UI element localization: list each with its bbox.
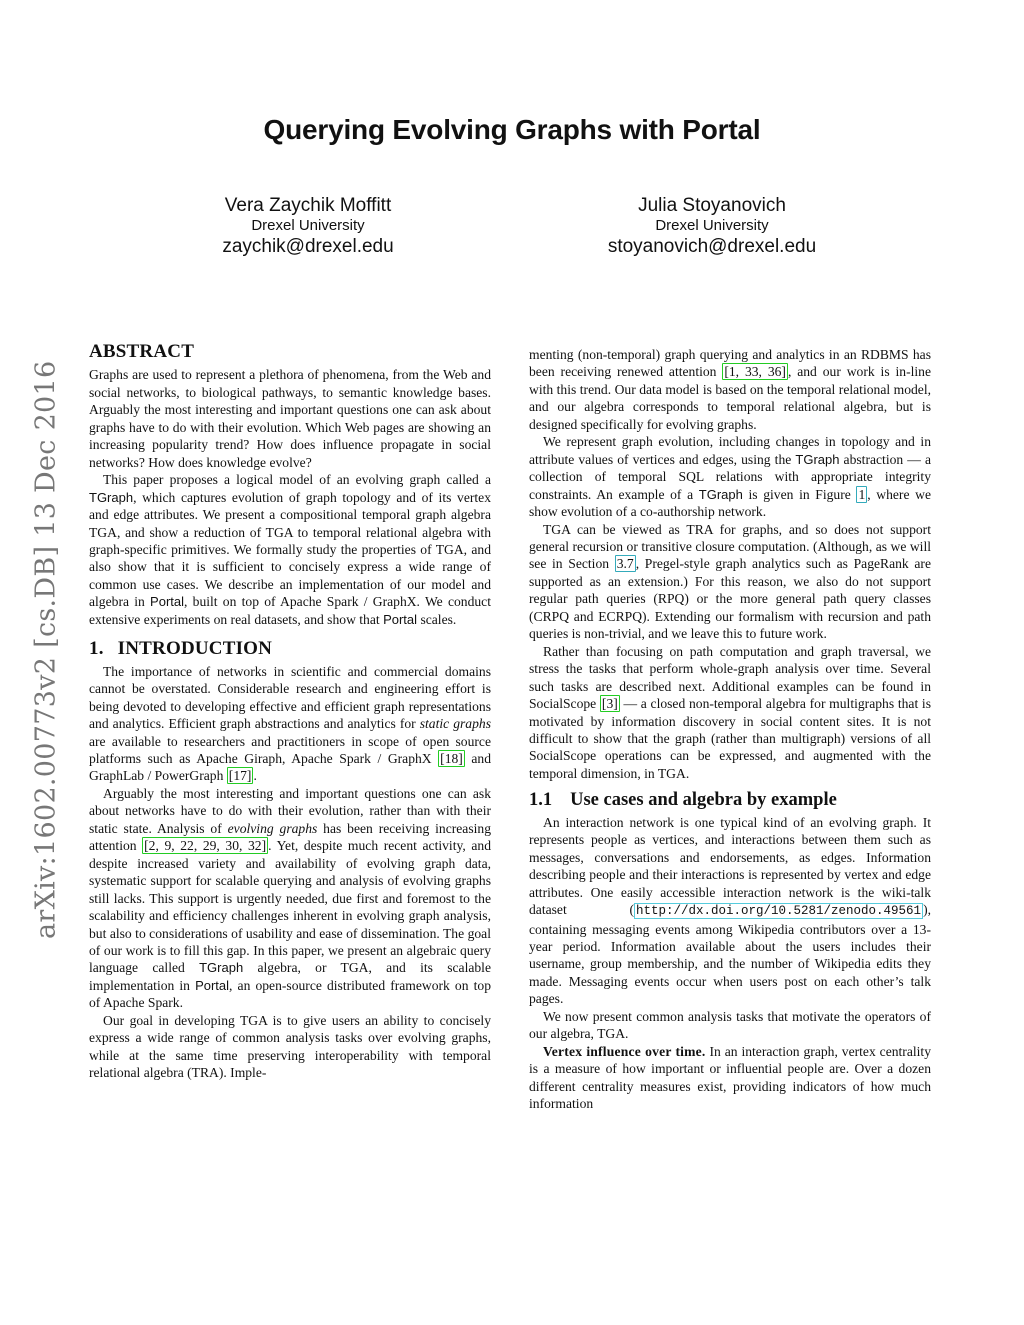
text: algebra, or TGA, and its scalable implementation in [89,960,491,993]
tgraph-term: TGraph [199,960,244,976]
right-paragraph-5 [529,814,931,1008]
intro-paragraph-1 [89,663,491,785]
citation-link[interactable]: [2, 9, 22, 29, 30, 32] [144,838,267,854]
text: ), containing messaging events among Wikipedia contributors over a 13-year period. Information available about the users includes their username, group membership, and the number of Wikipedia edits they made. Messaging events occur when users post on each other’s talk pages. [529,902,931,1007]
right-paragraph-6: We now present common analysis tasks that motivate the operators of our algebra, TGA. [529,1008,931,1042]
emphasis: evolving graphs [227,820,318,836]
citation-link[interactable]: [3] [601,696,618,712]
left-column [89,343,491,1082]
section-title: INTRODUCTION [117,638,273,660]
text: , and our work is in-line with this trend. Our data model is based on the temporal relational model, and our algebra corresponds to temporal relational algebra, but is designed specifically for evolving graphs. [529,364,931,432]
text: . Yet, despite much recent activity, and despite increased variety and availability of evolving graph data, systematic support for scalable querying and analysis of evolving graphs still lacks. This support is urgently needed, due first and foremost to the scalability and efficiency challenges inherent in evolving graph analysis, but also to considerations of usability and ease of dissemination. The goal of our work is to fill this gap. In this paper, we present an algebraic query language called [89,838,491,976]
text: This paper proposes a logical model of an evolving graph called a [103,472,491,488]
text: An interaction network is one typical kind of an evolving graph. It represents people as vertices, and interactions between them such as messages, conversations and endorsements, as edges. Information describing people and their interactions is represented by vertex and edge attributes. One easily accessible interaction network is the wiki-talk dataset ( [529,814,931,918]
right-paragraph-1 [529,346,931,433]
citation-link[interactable]: [18] [440,750,463,766]
author-block-1 [148,194,468,258]
portal-term: Portal [195,977,230,993]
citation-link[interactable]: [17] [228,768,252,784]
author-affiliation: Drexel University [251,217,365,234]
introduction-heading [89,638,491,660]
emphasis: static graphs [419,716,491,732]
figure-link[interactable]: 1 [858,486,866,502]
text: are available to researchers and practitioners in scope of open source platforms such as Apache Giraph, Apache Spark / GraphX [89,733,491,766]
text: , Pregel-style graph analytics such as PageRank are supported as an extension.) For this reason, we also do not support regular path queries (RPQ) or the more general path query classes (CRPQ and ECRPQ). Extending our formalism with recursion and path queries is non-trivial, and we leave this to future work. [529,556,931,642]
text: Arguably the most interesting and important questions one can ask about networks have to do with their evolution, rather than with their static state. Analysis of [89,785,491,836]
author-name: Vera Zaychik Moffitt [224,195,392,216]
text: is given in Figure [742,486,857,502]
tgraph-term: TGraph [795,451,840,467]
author-affiliation: Drexel University [655,217,769,234]
section-link[interactable]: 3.7 [616,556,634,572]
subsection-title: Use cases and algebra by example [570,790,837,811]
text: and GraphLab / PowerGraph [89,750,491,784]
author-block-2 [552,194,872,258]
abstract-paragraph-2 [89,471,491,628]
paragraph-heading: Vertex influence over time. [543,1043,706,1059]
subsection-heading [529,792,931,809]
text: The importance of networks in scientific and commercial domains cannot be overstated. Considerable research and engineering effort is being devoted to developing effective and efficient graph representations and analytics. Efficient graph abstractions and analytics for [89,663,491,732]
text: scales. [417,611,457,627]
author-name: Julia Stoyanovich [638,195,786,216]
text: , which captures evolution of graph topology and of its vertex and edge attributes. We present a compositional temporal graph algebra TGA, and show a reduction of TGA to temporal relational algebra with graph-specific primitives. We formally study the properties of TGA, and also show that it is sufficient to concisely express a wide range of common use cases. We describe an implementation of our model and algebra in [89,489,491,610]
author-email: stoyanovich@drexel.edu [607,236,817,257]
tgraph-term: TGraph [89,489,134,505]
right-paragraph-7 [529,1043,931,1113]
right-paragraph-2 [529,433,931,520]
portal-term: Portal [150,594,185,610]
text: TGA can be viewed as TRA for graphs, and so does not support general recursion or transitive closure computation. (Although, as we will see in Section [529,521,931,572]
subsection-number: 1.1 [529,790,553,811]
text: . [253,768,257,784]
abstract-heading: ABSTRACT [89,341,195,362]
citation-link[interactable]: [1, 33, 36] [724,364,786,380]
right-paragraph-4 [529,643,931,783]
text: has been receiving increasing attention [89,820,491,854]
tgraph-term: TGraph [698,486,743,502]
text: , where we show evolution of a co-authorship network. [529,486,931,520]
text: , an open-source distributed framework on top of Apache Spark. [89,977,491,1011]
text: menting (non-temporal) graph querying and analytics in an RDBMS has been receiving renewed attention [529,347,931,380]
intro-paragraph-2 [89,785,491,1012]
section-number: 1. [89,638,104,660]
text: In an interaction graph, vertex centrality is a measure of how important or influential people are. Over a dozen different centrality measures exist, providing indicators of how much information [529,1043,931,1112]
arxiv-sidebar-stamp: arXiv:1602.00773v2 [cs.DB] 13 Dec 2016 [30,360,62,940]
right-column [529,346,931,1112]
author-email: zaychik@drexel.edu [222,236,394,257]
abstract-paragraph-1: Graphs are used to represent a plethora of phenomena, from the Web and social networks, to biological pathways, to semantic knowledge bases. Arguably the most interesting and important questions one can ask about graphs have to do with their evolution. Which Web pages are showing an increasing popularity trend? How does influence propagate in social networks? How does knowledge evolve? [89,367,491,470]
intro-paragraph-3: Our goal in developing TGA is to give users an ability to concisely express a wide range of common analysis tasks over evolving graphs, while at the same time preserving interoperability with temporal relational algebra (TRA). Imple- [89,1012,491,1081]
portal-term: Portal [383,611,418,627]
text: — a closed non-temporal algebra for multigraphs that is motivated by information discovery in social content sites. It is not difficult to show that the graph (rather than multigraph) versions of all SocialScope operations can be expressed, and augmented with the temporal dimension, in TGA. [529,696,931,781]
paper-title: Querying Evolving Graphs with Portal [263,114,761,145]
text: Rather than focusing on path computation and graph traversal, we stress the tasks that perform whole-graph analysis over time. Several such tasks are described next. Additional examples can be found in SocialScope [529,643,931,712]
right-paragraph-3 [529,521,931,643]
dataset-url-link[interactable]: http://dx.doi.org/10.5281/zenodo.49561 [636,904,922,919]
text: , built on top of Apache Spark / GraphX. We conduct extensive experiments on real datasets, and show that [89,594,491,627]
text: abstraction — a collection of temporal SQL relations with appropriate integrity constraints. An example of a [529,451,932,502]
text: We represent graph evolution, including changes in topology and in attribute values of vertices and edges, using the [529,434,931,467]
